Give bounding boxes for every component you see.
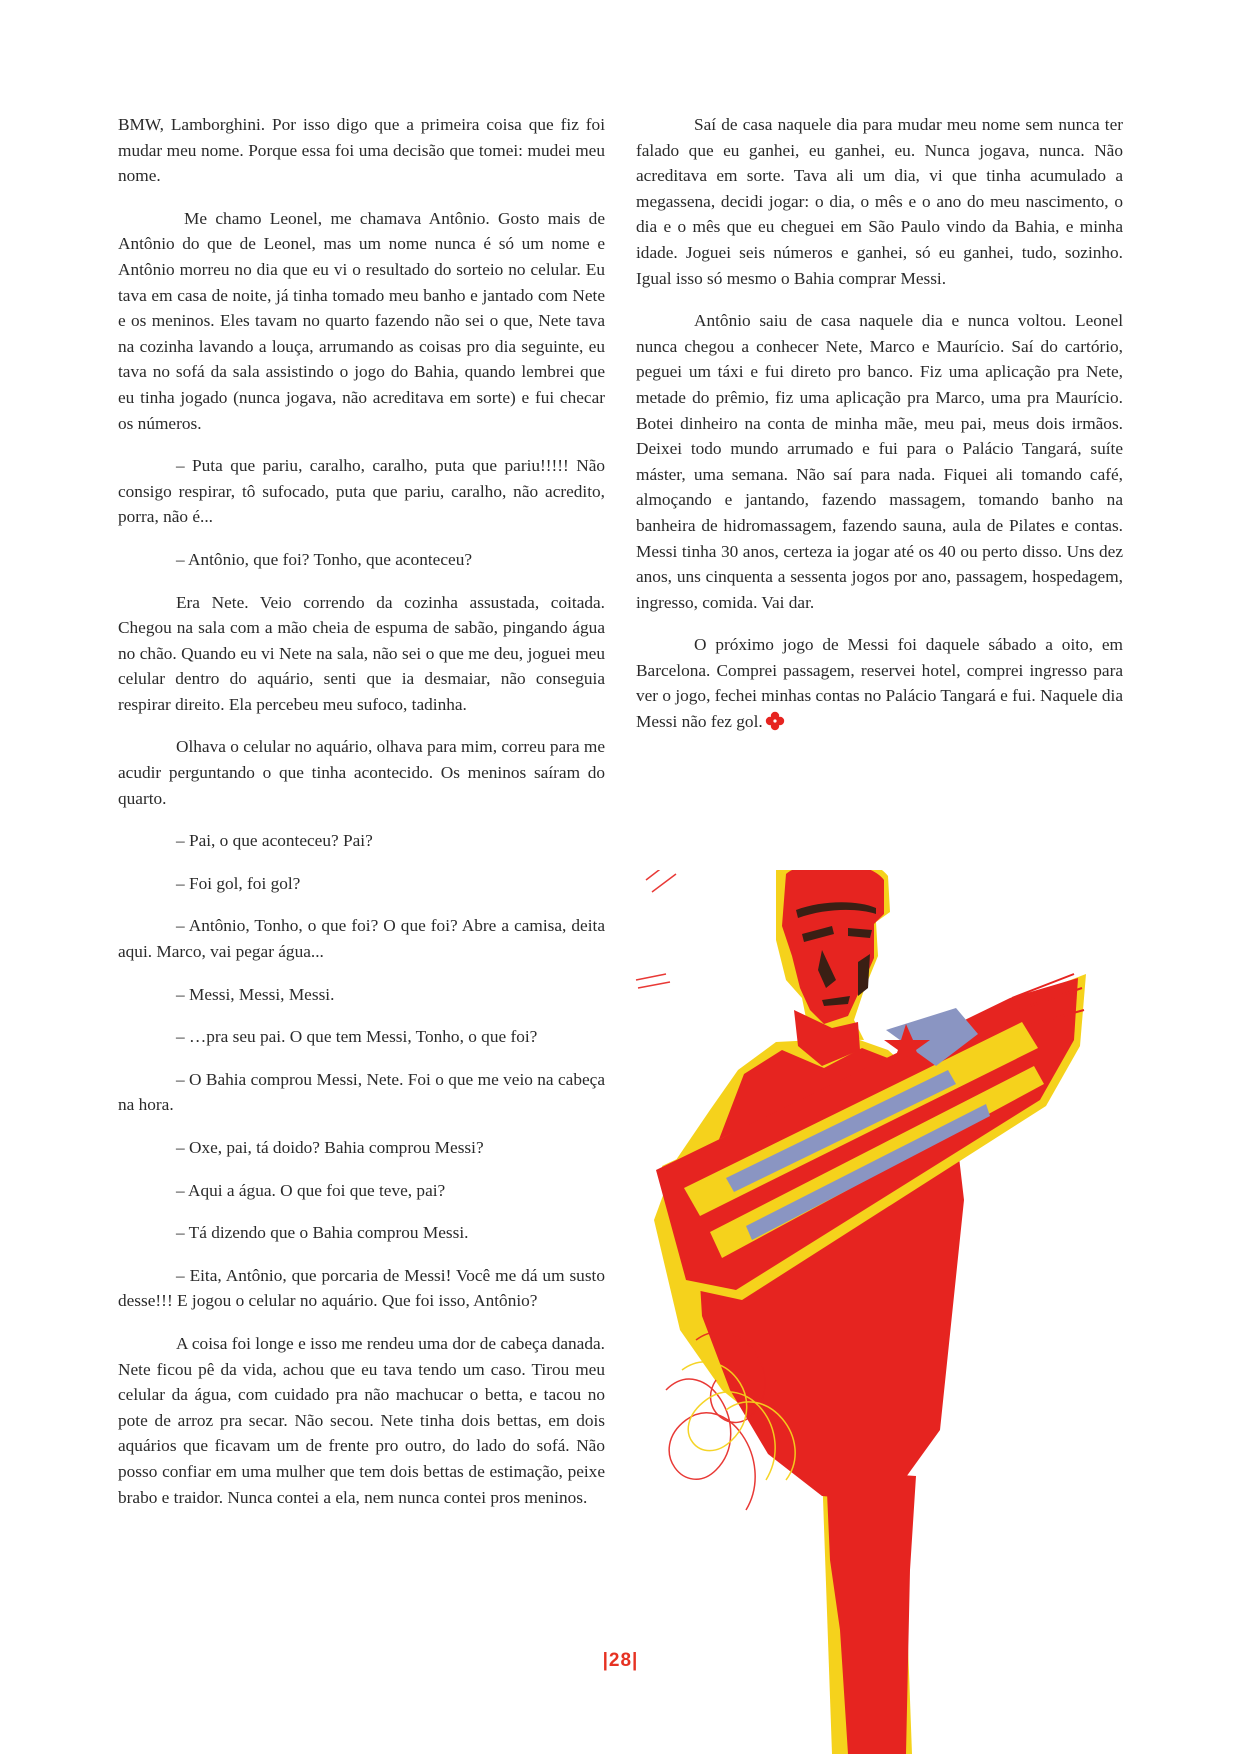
paragraph: Saí de casa naquele dia para mudar meu nome sem nunca ter falado que eu ganhei, eu ganhei, eu. Nunca jogava, nunca. Não acreditava em sorte. Tava ali um dia, vi que tinha acumulado a megassena, decidi jogar: o dia, o mês e o ano do meu nascimento, o dia e o mês que eu cheguei em São Paulo vindo da Bahia, e minha idade. Joguei seis números e ganhei, só eu ganhei, tudo, sozinho. Igual isso só mesmo o Bahia comprar Messi. [636,115,1123,288]
man-carrying-bomb-illustration [626,870,1216,1754]
dialogue-line: – Pai, o que aconteceu? Pai? [176,831,373,851]
man-figure [654,870,964,1754]
dialogue-line: – Tá dizendo que o Bahia comprou Messi. [176,1223,469,1243]
dialogue-line: – Foi gol, foi gol? [176,873,301,893]
left-text-column [118,112,605,1527]
pinwheel-end-mark-icon [765,711,785,731]
paragraph: BMW, Lamborghini. Por isso digo que a primeira coisa que fiz foi mudar meu nome. Porque essa foi uma decisão que tomei: mudei meu nome. [118,115,605,186]
paragraph: Antônio saiu de casa naquele dia e nunca voltou. Leonel nunca chegou a conhecer Nete, Marco e Maurício. Saí do cartório, peguei um táxi e fui direto pro banco. Fiz uma aplicação pra Nete, metade do prêmio, fiz uma aplicação pra Marco, uma pra Maurício. Botei dinheiro na conta de minha mãe, meu pai, meus dois irmãos. Deixei todo mundo arrumado e fui para o Palácio Tangará, suíte máster, uma semana. Não saí para nada. Fiquei ali tomando café, almoçando e jantando, fazendo massagem, tomando banho na banheira de hidromassagem, fazendo sauna, aula de Pilates e contas. Messi tinha 30 anos, certeza ia jogar até os 40 ou perto disso. Uns dez anos, uns cinquenta a sessenta jogos por ano, passagem, hospedagem, ingresso, comida. Vai dar. [636,311,1123,612]
dialogue-line: – Aqui a água. O que foi que teve, pai? [176,1180,446,1200]
final-paragraph [636,632,1123,734]
paragraph: A coisa foi longe e isso me rendeu uma dor de cabeça danada. Nete ficou pê da vida, achou que eu tava tendo um caso. Tirou meu celular da água, com cuidado pra não machucar o betta, e tacou no pote de arroz pra secar. Não secou. Nete tinha dois bettas, em dois aquários que ficavam um de frente pro outro, do lado do sofá. Não posso confiar em uma mulher que tem dois bettas de estimação, peixe brabo e traidor. Nunca contei a ela, nem nunca contei pros meninos. [118,1333,605,1507]
final-paragraph-text: O próximo jogo de Messi foi daquele sábado a oito, em Barcelona. Comprei passagem, reservei hotel, comprei ingresso para ver o jogo, fechei minhas contas no Palácio Tangará e fui. Naquele dia Messi não fez gol. [636,635,1123,732]
paragraph: Olhava o celular no aquário, olhava para mim, correu para me acudir perguntando o que tinha acontecido. Os meninos saíram do quarto. [118,737,605,808]
right-text-column [636,112,1123,752]
dialogue-line: – Antônio, que foi? Tonho, que aconteceu? [176,549,473,569]
dialogue-line: – O Bahia comprou Messi, Nete. Foi o que me veio na cabeça na hora. [118,1069,605,1115]
dialogue-line: – …pra seu pai. O que tem Messi, Tonho, o que foi? [176,1027,538,1047]
dialogue-line: – Messi, Messi, Messi. [176,984,335,1004]
paragraph: Era Nete. Veio correndo da cozinha assustada, coitada. Chegou na sala com a mão cheia de espuma de sabão, pingando água no chão. Quando eu vi Nete na sala, não sei o que me deu, joguei meu celular dentro do aquário, senti que ia desmaiar, não conseguia respirar direito. Ela percebeu meu sufoco, tadinha. [118,592,605,714]
paragraph: – Puta que pariu, caralho, caralho, puta que pariu!!!!! Não consigo respirar, tô sufocado, puta que pariu, caralho, não acredito, porra, não é... [118,456,605,527]
page-number: |28| [602,1650,639,1671]
paragraph: Me chamo Leonel, me chamava Antônio. Gosto mais de Antônio do que de Leonel, mas um nome nunca é só um nome e Antônio morreu no dia que eu vi o resultado do sorteio no celular. Eu tava em casa de noite, já tinha tomado meu banho e jantado com Nete e os meninos. Eles tavam no quarto fazendo não sei o que, Nete tava na cozinha lavando a louça, arrumando as coisas pro dia seguinte, eu tava no sofá da sala assistindo o jogo do Bahia, quando lembrei que eu tinha jogado (nunca jogava, não acreditava em sorte) e fui checar os números. [118,208,605,433]
dialogue-line: – Oxe, pai, tá doido? Bahia comprou Messi? [176,1138,484,1157]
dialogue-line: – Antônio, Tonho, o que foi? O que foi? Abre a camisa, deita aqui. Marco, vai pegar água... [118,916,605,962]
dialogue-line: – Eita, Antônio, que porcaria de Messi! Você me dá um susto desse!!! E jogou o celular no aquário. Que foi isso, Antônio? [118,1265,605,1311]
